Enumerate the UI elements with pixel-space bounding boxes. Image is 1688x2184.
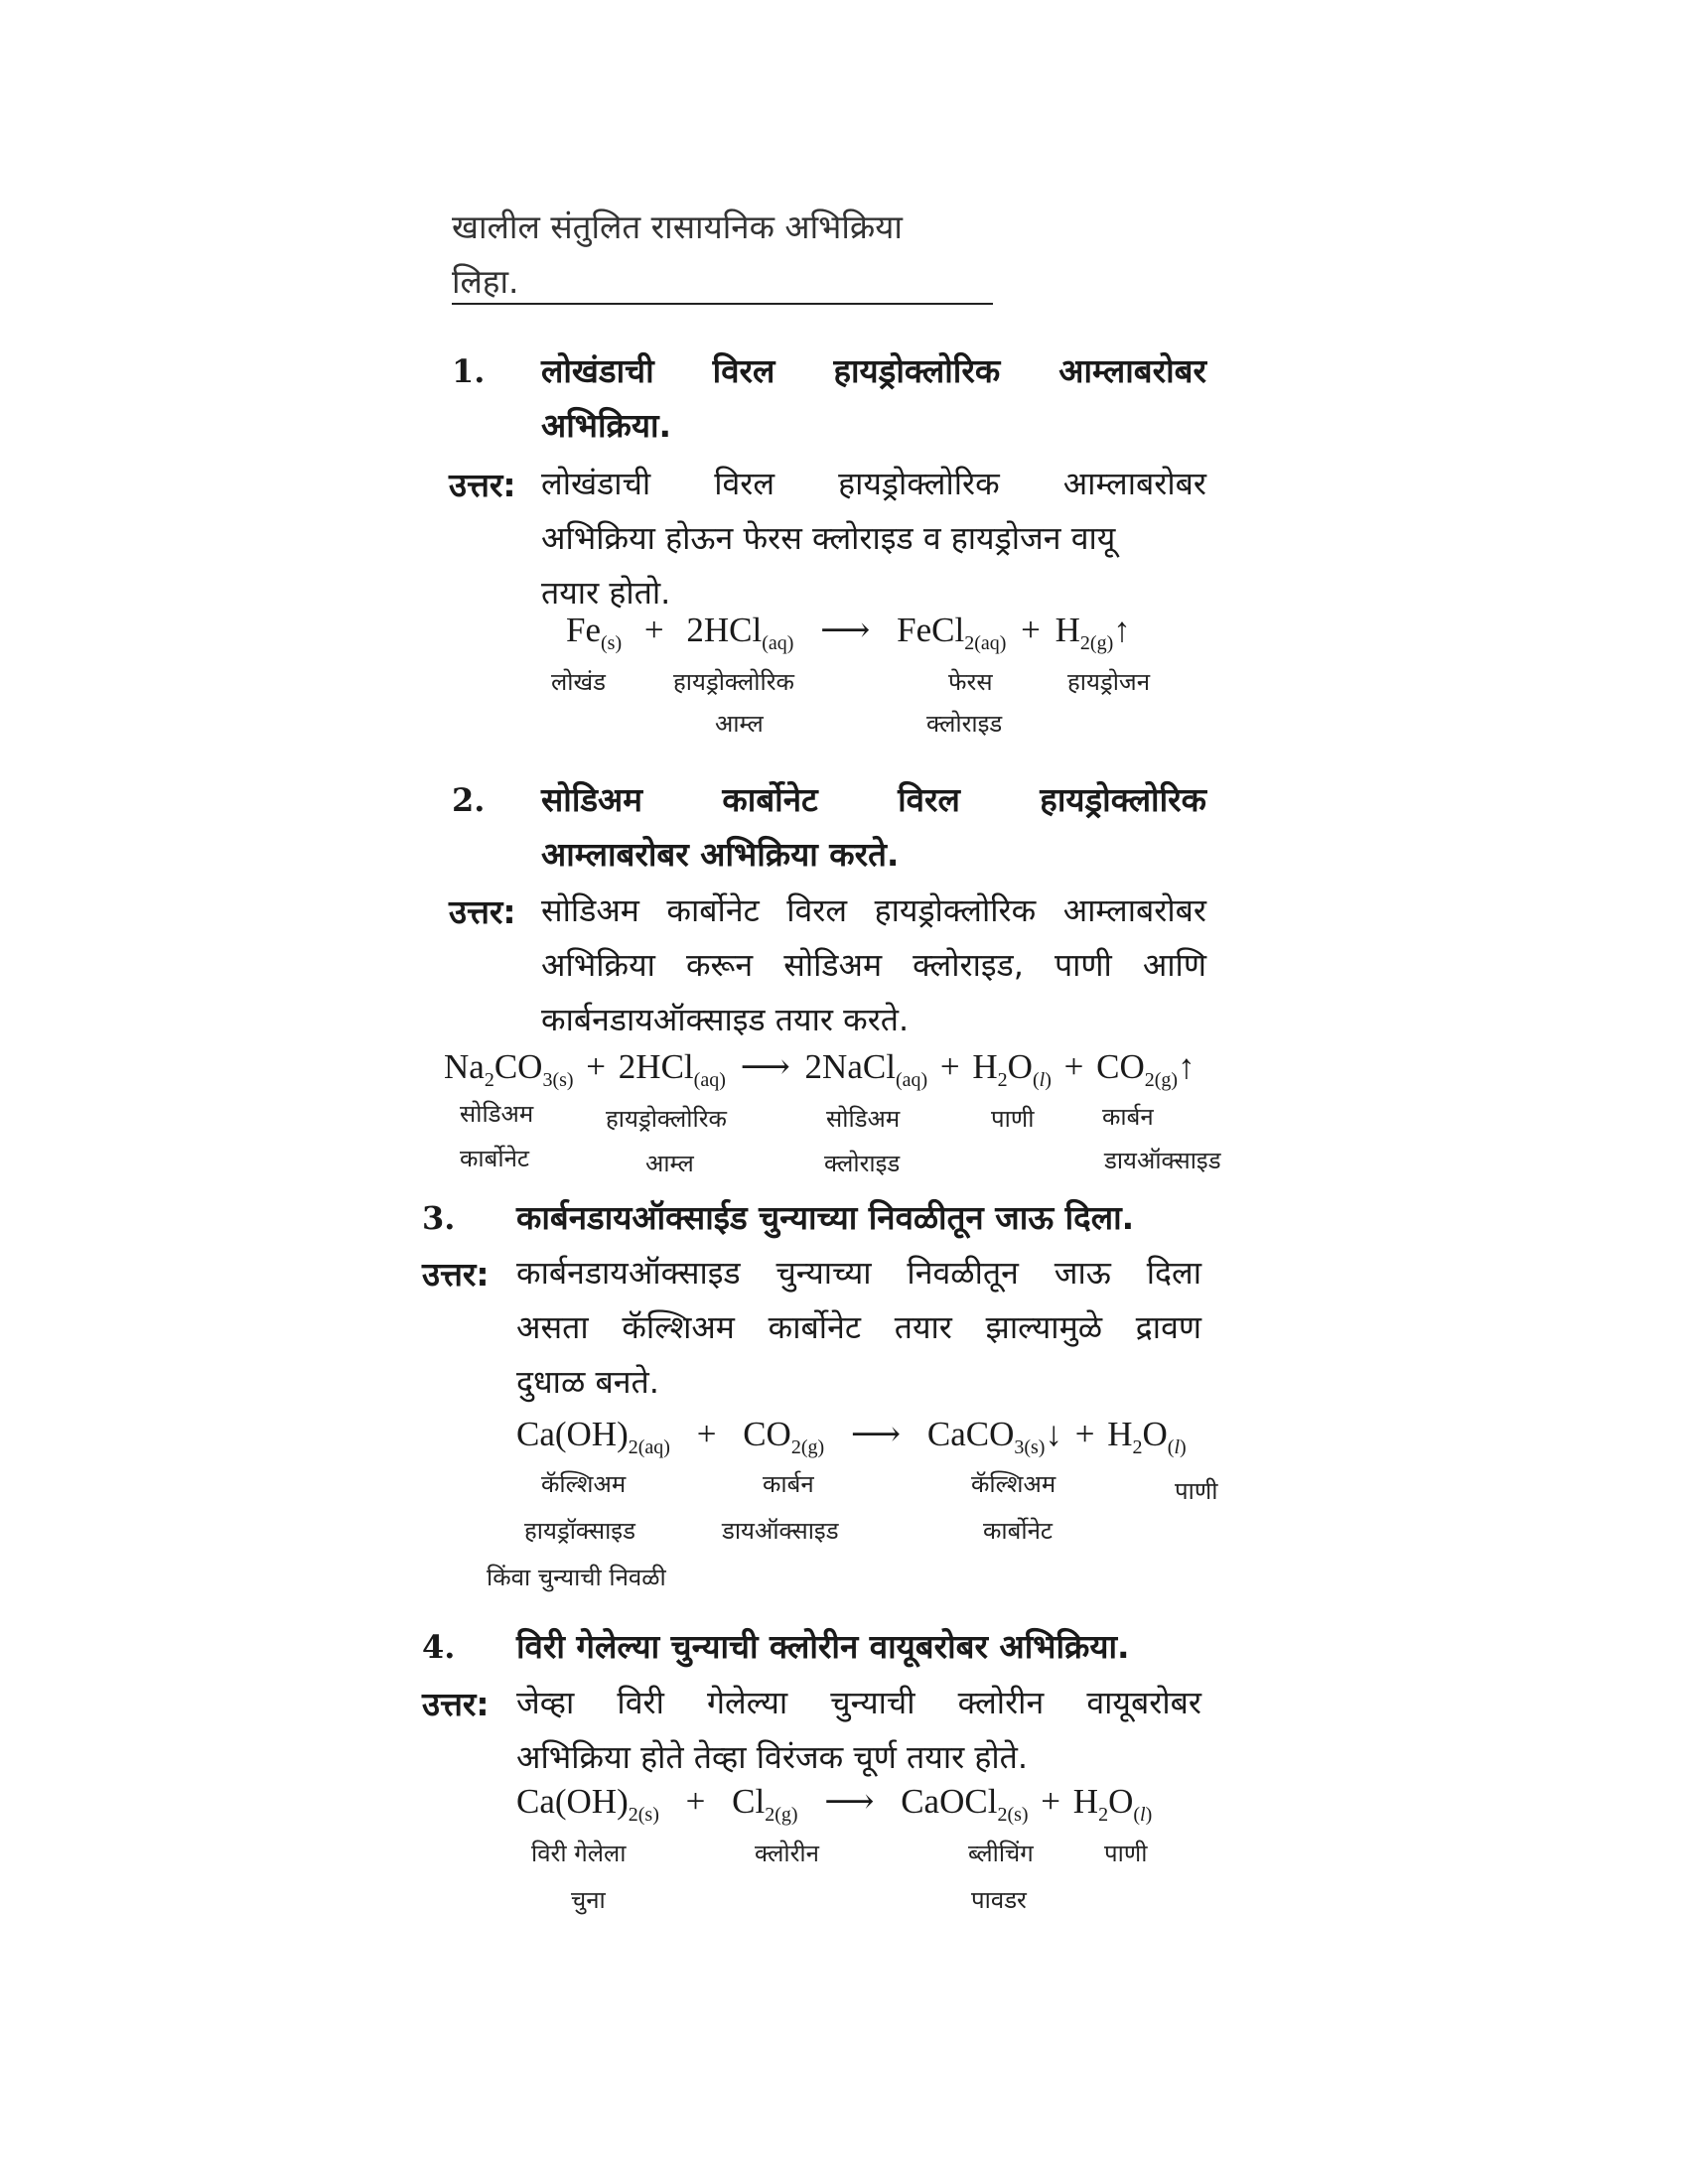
reactant-label: कार्बन — [763, 1470, 814, 1498]
reactant-label: हायड्रोक्लोरिक — [673, 668, 794, 696]
product-label: पाणी — [1104, 1840, 1148, 1867]
reactant-label: चुना — [571, 1886, 606, 1914]
reactant-label: आम्ल — [645, 1150, 694, 1177]
answer-text: लोखंडाची विरल हायड्रोक्लोरिक आम्लाबरोबर — [541, 465, 1206, 502]
answer-text: असता कॅल्शिअम कार्बोनेट तयार झाल्यामुळे द्रावण — [516, 1308, 1201, 1346]
header-underline — [452, 303, 993, 305]
chemical-equation: $Ca(OH)_{2(aq)} + CO_{2(g)}$ ⟶ CaCO$_{3(s)}$↓ + $H_2O_{(l)}$ — [516, 1415, 1187, 1458]
question-text: अभिक्रिया. — [541, 406, 672, 445]
reactant-label: हायड्रॉक्साइड — [524, 1517, 635, 1545]
answer-text: जेव्हा विरी गेलेल्या चुन्याची क्लोरीन वायूबरोबर — [516, 1684, 1201, 1721]
reactant-label: आम्ल — [715, 710, 764, 738]
product-label: पाणी — [991, 1105, 1035, 1133]
question-text: सोडिअम कार्बोनेट विरल हायड्रोक्लोरिक — [541, 780, 1206, 819]
reactant-label: किंवा चुन्याची निवळी — [487, 1564, 666, 1591]
answer-label: उत्तर: — [422, 1255, 490, 1294]
question-number: 2. — [452, 781, 486, 819]
question-text: विरी गेलेल्या चुन्याची क्लोरीन वायूबरोबर अभिक्रिया. — [516, 1627, 1130, 1666]
product-label: फेरस — [948, 668, 993, 696]
reactant-label: कॅल्शिअम — [541, 1470, 627, 1498]
question-number: 4. — [422, 1628, 456, 1666]
reactant-label: क्लोरीन — [755, 1840, 819, 1867]
question-text: कार्बनडायऑक्साईड चुन्याच्या निवळीतून जाऊ दिला. — [516, 1198, 1135, 1237]
answer-text: कार्बनडायऑक्साइड चुन्याच्या निवळीतून जाऊ दिला — [516, 1254, 1201, 1292]
chemical-equation: $Ca(OH)_{2(s)} + Cl_{2(g)}$ ⟶ CaOCl$_{2(s)}$ + $H_2O_{(l)}$ — [516, 1782, 1153, 1826]
product-label: क्लोराइड — [926, 710, 1003, 738]
product-label: हायड्रोजन — [1067, 668, 1151, 696]
answer-text: सोडिअम कार्बोनेट विरल हायड्रोक्लोरिक आम्लाबरोबर — [541, 891, 1206, 929]
chemical-equation: $Na_2CO_{3(s)} + 2HCl_{(aq)}$ ⟶ 2NaCl$_{(aq)}$ + $H_2O_{(l)}$ + $CO_{2(g)}↑$ — [444, 1047, 1196, 1091]
question-number: 1. — [452, 352, 486, 390]
question-text: लोखंडाची विरल हायड्रोक्लोरिक आम्लाबरोबर — [541, 351, 1206, 390]
reactant-label: सोडिअम — [460, 1100, 534, 1128]
product-label: क्लोराइड — [824, 1150, 901, 1177]
chemical-equation: $Fe_{(s)} + 2HCl_{(aq)}$ ⟶ FeCl$_{2(aq)}$ + $H_{2(g)}↑$ — [566, 611, 1131, 654]
header-line-2: लिहा. — [452, 262, 519, 301]
reactant-label: डायऑक्साइड — [722, 1517, 839, 1545]
reactant-label: कार्बोनेट — [460, 1145, 529, 1172]
question-number: 3. — [422, 1199, 456, 1237]
header-line-1: खालील संतुलित रासायनिक अभिक्रिया — [452, 207, 903, 246]
product-label: डायऑक्साइड — [1104, 1147, 1221, 1174]
reactant-label: हायड्रोक्लोरिक — [606, 1105, 727, 1133]
product-label: कार्बन — [1102, 1103, 1154, 1131]
product-label: सोडिअम — [826, 1105, 901, 1133]
reactant-label: लोखंड — [551, 668, 606, 696]
product-label: कार्बोनेट — [983, 1517, 1053, 1545]
product-label: पावडर — [971, 1886, 1027, 1914]
product-label: कॅल्शिअम — [971, 1470, 1056, 1498]
answer-text: तयार होतो. — [541, 574, 671, 612]
answer-label: उत्तर: — [422, 1685, 490, 1723]
answer-label: उत्तर: — [449, 892, 516, 931]
answer-text: कार्बनडायऑक्साइड तयार करते. — [541, 1001, 910, 1038]
answer-text: अभिक्रिया होऊन फेरस क्लोराइड व हायड्रोजन वायू — [541, 519, 1116, 557]
question-text: आम्लाबरोबर अभिक्रिया करते. — [541, 835, 900, 874]
answer-text: अभिक्रिया होते तेव्हा विरंजक चूर्ण तयार होते. — [516, 1738, 1029, 1776]
reactant-label: विरी गेलेला — [531, 1840, 627, 1867]
answer-label: उत्तर: — [449, 466, 516, 504]
answer-text: अभिक्रिया करून सोडिअम क्लोराइड, पाणी आणि — [541, 946, 1206, 984]
product-label: ब्लीचिंग — [968, 1840, 1034, 1867]
answer-text: दुधाळ बनते. — [516, 1363, 659, 1401]
product-label: पाणी — [1175, 1477, 1218, 1505]
